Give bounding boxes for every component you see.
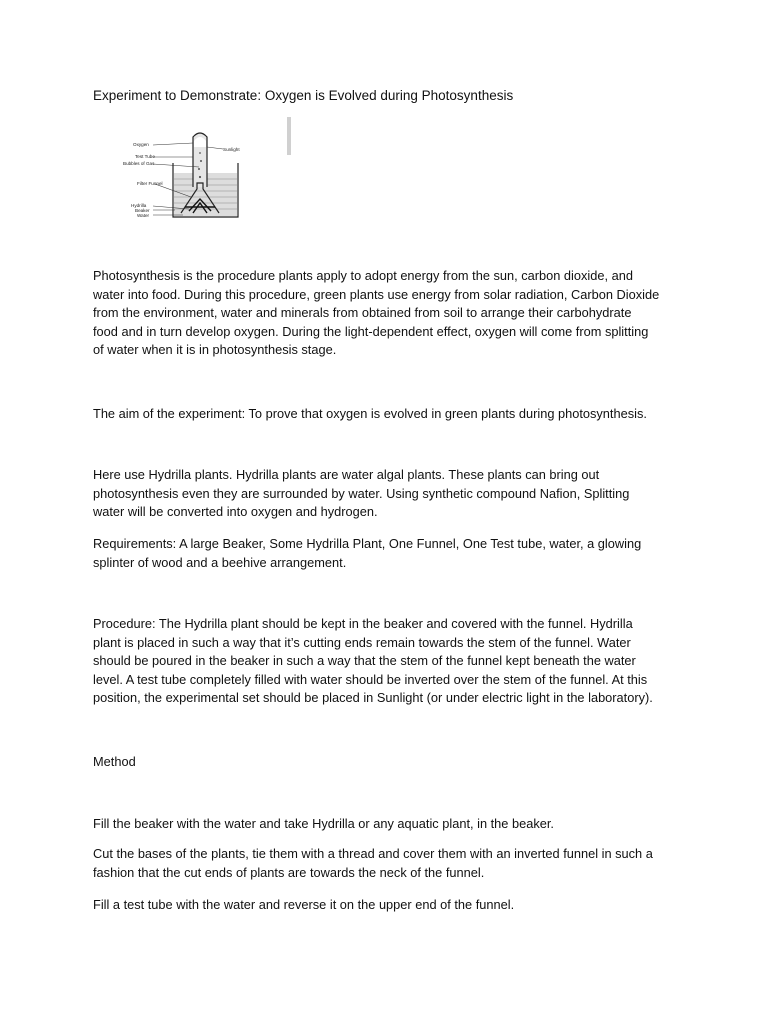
document-title: Experiment to Demonstrate: Oxygen is Evolved during Photosynthesis bbox=[93, 88, 514, 103]
label-bubbles: Bubbles of Gas bbox=[123, 161, 155, 166]
paragraph-hydrilla: Here use Hydrilla plants. Hydrilla plants are water algal plants. These plants can bring out photosynthesis even they are surrounded by water. Using synthetic compound Nafion, Splitting water will be converted into oxygen and hydrogen. bbox=[93, 467, 630, 520]
method-heading: Method bbox=[93, 754, 136, 769]
method-step-1: Fill the beaker with the water and take Hydrilla or any aquatic plant, in the beaker. bbox=[93, 816, 554, 831]
paragraph-procedure: Procedure: The Hydrilla plant should be kept in the beaker and covered with the funnel. Hydrilla plant is placed in such a way that it’s cutting ends remain towards the stem of the funnel. Water should be poured in the beaker in such a way that the stem of the funnel kept beneath the water level. A test tube completely filled with water should be inverted over the stem of the funnel. At this position, the experimental set should be placed in Sunlight (or under electric light in the laboratory). bbox=[93, 616, 653, 706]
method-step-2: Cut the bases of the plants, tie them with a thread and cover them with an inverted funnel in such a fashion that the cut ends of plants are towards the neck of the funnel. bbox=[93, 846, 653, 880]
paragraph-intro: Photosynthesis is the procedure plants apply to adopt energy from the sun, carbon dioxide, and water into food. During this procedure, green plants use energy from solar radiation, Carbon Dioxide from the environment, water and minerals from obtained from soil to arrange their carbohydrate food and in turn develop oxygen. During the light-dependent effect, oxygen will come from splitting of water when it is in photosynthesis stage. bbox=[93, 268, 660, 358]
label-water: Water bbox=[137, 213, 150, 218]
photosynthesis-apparatus-diagram bbox=[93, 117, 293, 221]
label-oxygen: Oxygen bbox=[133, 142, 149, 147]
label-beaker: Beaker bbox=[135, 208, 150, 213]
label-hydrilla: Hydrilla bbox=[131, 203, 147, 208]
paragraph-aim: The aim of the experiment: To prove that oxygen is evolved in green plants during photosynthesis. bbox=[93, 406, 647, 421]
label-funnel: Filter Funnel bbox=[137, 181, 163, 186]
paragraph-requirements: Requirements: A large Beaker, Some Hydrilla Plant, One Funnel, One Test tube, water, a glowing splinter of wood and a beehive arrangement. bbox=[93, 536, 642, 570]
method-step-3: Fill a test tube with the water and reverse it on the upper end of the funnel. bbox=[93, 897, 515, 912]
label-test-tube: Test Tube bbox=[135, 154, 155, 159]
label-sunlight: Sunlight bbox=[223, 147, 240, 152]
